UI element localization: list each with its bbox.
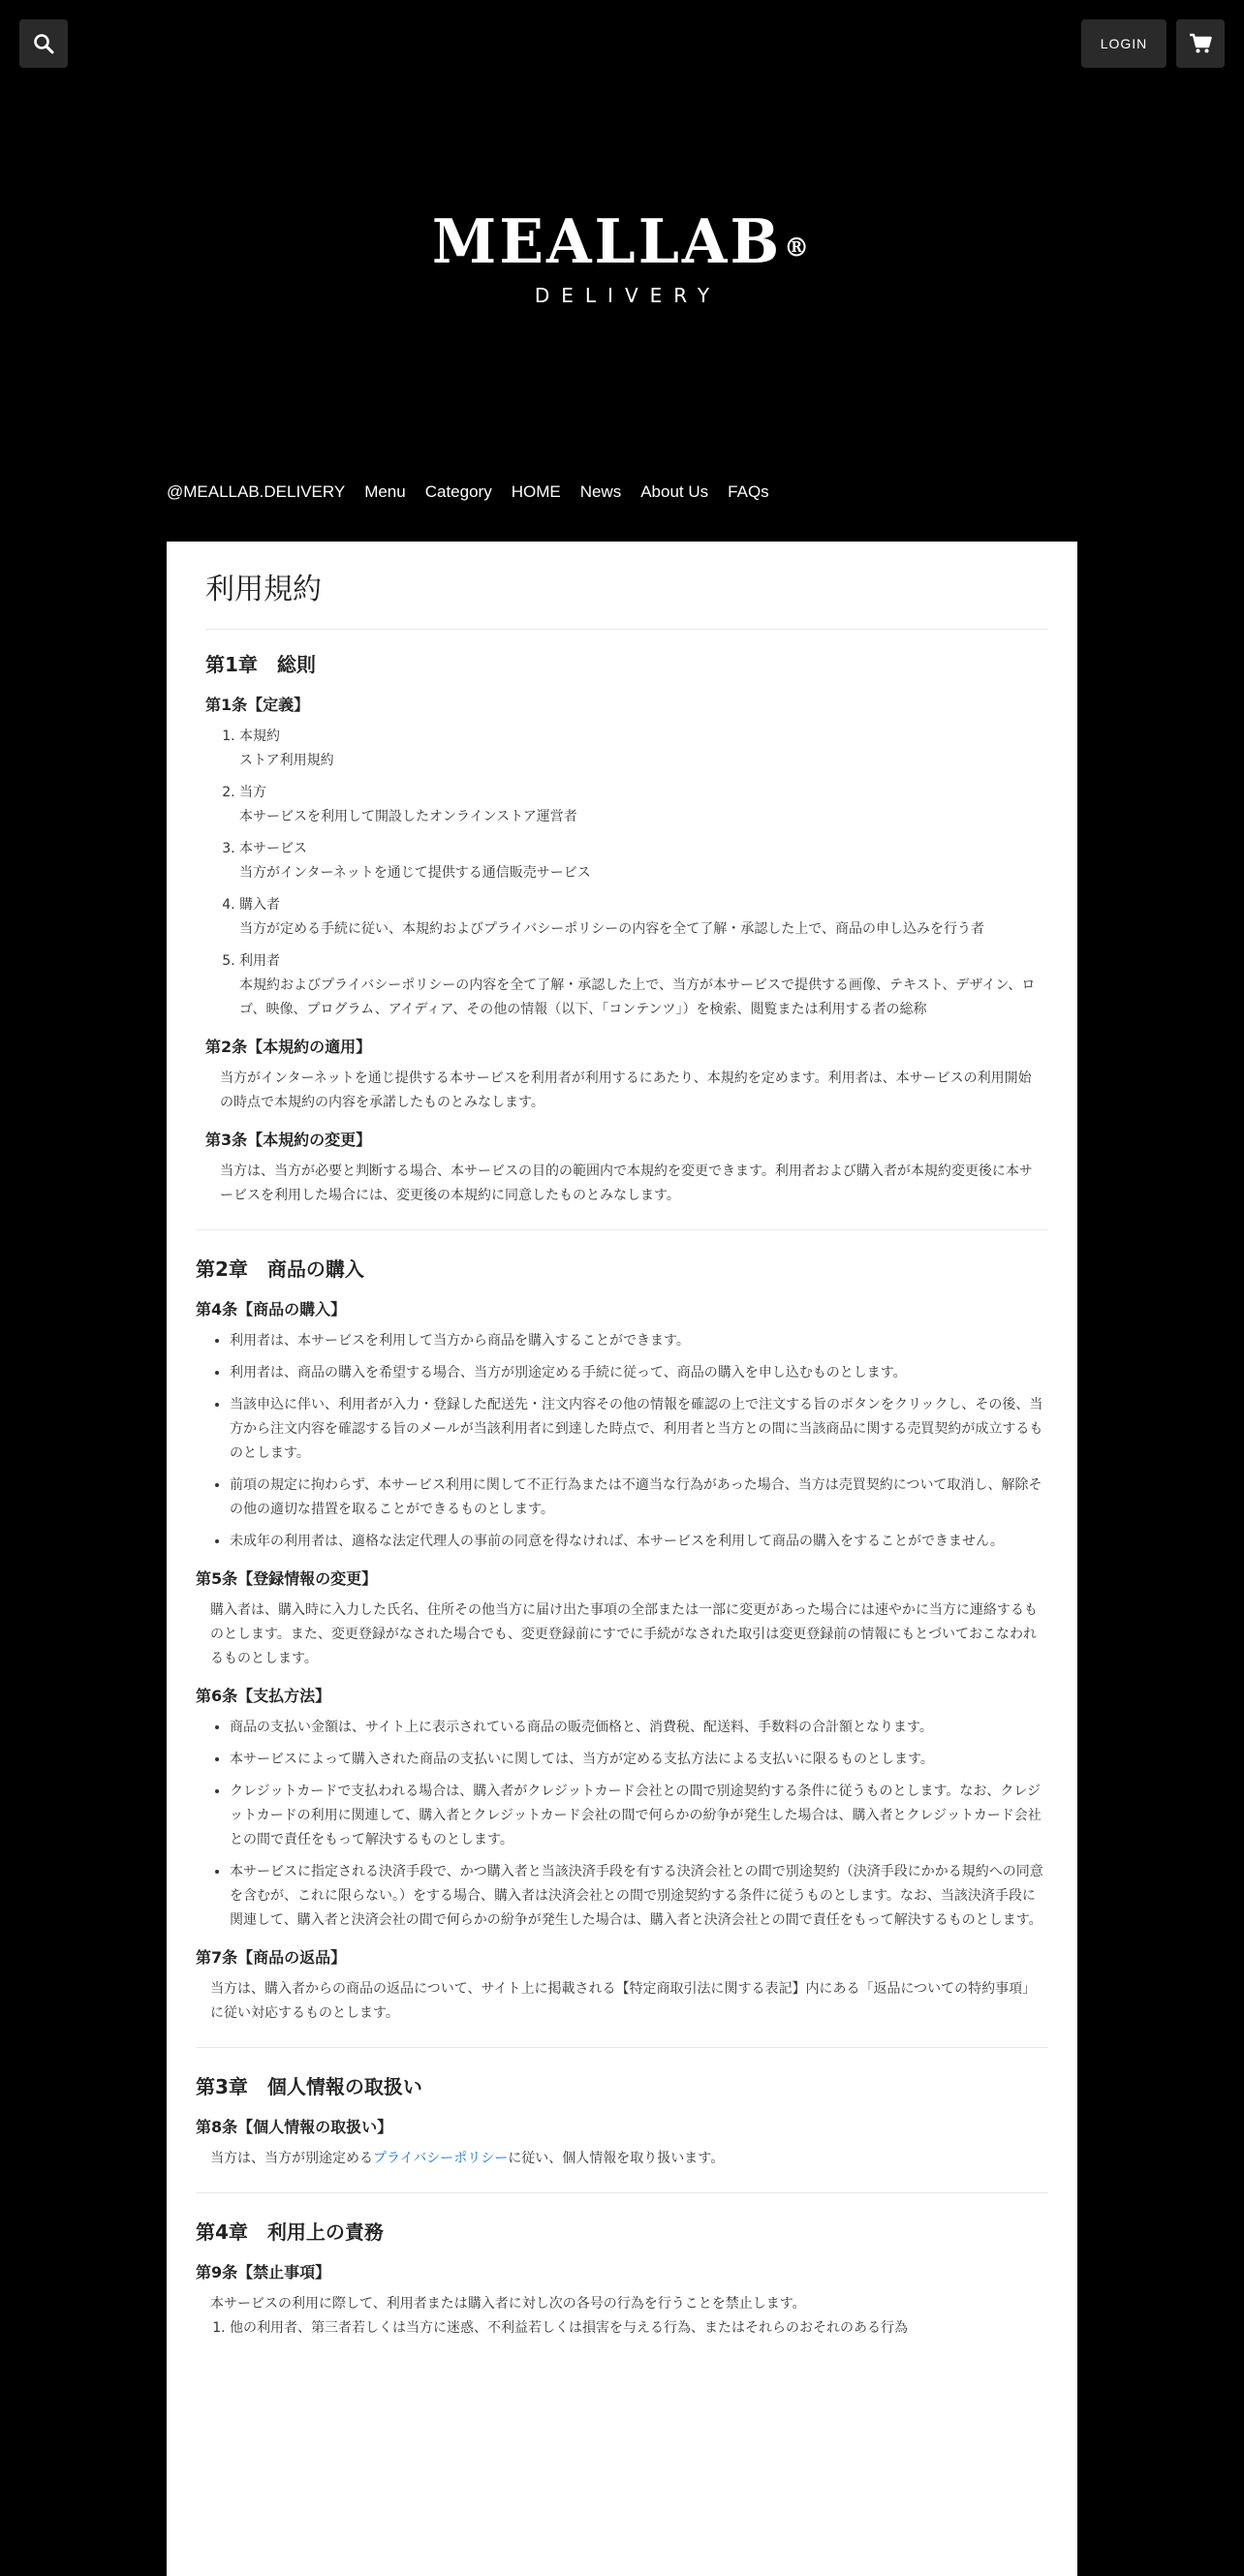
page-title: 利用規約 (205, 571, 1048, 630)
list-item: • 利用者は、商品の購入を希望する場合、当方が別途定める手続に従って、商品の購入を申し込むものとします。 (230, 1361, 1048, 1385)
terms-content (167, 542, 1077, 2576)
chapter-title: 第4章 利用上の責務 (196, 2220, 384, 2244)
list-item: 5. 利用者 本規約およびプライバシーポリシーの内容を全て了解・承認した上で、当方が本サービスで提供する画像、テキスト、デザイン、ロゴ、映像、プログラム、アイディア、その他の情報（以下、「コンテンツ」）を検索、閲覧または利用する者の総称 (239, 949, 1039, 1022)
nav-item-menu[interactable]: Menu (364, 482, 406, 501)
nav-item-home[interactable]: HOME (511, 482, 561, 501)
logo-subtitle: DELIVERY (534, 284, 722, 307)
article-text: 当方は、購入者からの商品の返品について、サイト上に掲載される【特定商取引法に関する表記】内にある「返品についての特約事項」に従い対応するものとします。 (210, 1981, 1037, 2021)
list-item: 2. 当方 本サービスを利用して開設したオンラインストア運営者 (239, 781, 1039, 829)
article-title: 第1条【定義】 (205, 696, 310, 714)
article-text: 当方は、当方が必要と判断する場合、本サービスの目的の範囲内で本規約を変更できます。利用者および購入者が本規約変更後に本サービスを利用した場合には、変更後の本規約に同意したものとみなします。 (220, 1164, 1033, 1203)
search-icon (33, 33, 54, 54)
chapter-1 (196, 651, 1048, 1230)
main-nav (167, 482, 769, 502)
nav-item-faqs[interactable]: FAQs (728, 482, 769, 501)
chapter-title: 第1章 総則 (205, 653, 316, 676)
prohibited-acts-list (196, 2316, 1048, 2341)
list-item: • クレジットカードで支払われる場合は、購入者がクレジットカード会社との間で別途契約する条件に従うものとします。なお、クレジットカードの利用に関連して、購入者とクレジットカード会社の間で何らかの紛争が発生した場合は、購入者とクレジットカード会社との間で責任をもって解決するものとします。 (230, 1780, 1048, 1852)
cart-button[interactable] (1176, 19, 1225, 68)
list-item: • 未成年の利用者は、適格な法定代理人の事前の同意を得なければ、本サービスを利用して商品の購入をすることができません。 (230, 1530, 1048, 1554)
article-list (196, 1329, 1048, 1554)
login-button[interactable]: LOGIN (1081, 19, 1166, 68)
brand-logo[interactable] (0, 208, 1244, 307)
list-item: • 前項の規定に拘わらず、本サービス利用に関して不正行為または不適当な行為があった場合、当方は売買契約について取消し、解除その他の適切な措置を取ることができるものとします。 (230, 1474, 1048, 1522)
article-text: 本サービスの利用に際して、利用者または購入者に対し次の各号の行為を行うことを禁止します。 (210, 2296, 806, 2312)
chapter-title: 第2章 商品の購入 (196, 1257, 364, 1281)
privacy-policy-link[interactable]: プライバシーポリシー (373, 2151, 509, 2166)
chapter-3 (196, 2073, 1048, 2193)
list-item: 4. 購入者 当方が定める手続に従い、本規約およびプライバシーポリシーの内容を全て了解・承認した上で、商品の申し込みを行う者 (239, 893, 1039, 942)
list-item: 3. 本サービス 当方がインターネットを通じて提供する通信販売サービス (239, 837, 1039, 885)
article-title: 第4条【商品の購入】 (196, 1300, 347, 1319)
nav-item-about-us[interactable]: About Us (640, 482, 709, 501)
list-item: • 当該申込に伴い、利用者が入力・登録した配送先・注文内容その他の情報を確認の上で注文する旨のボタンをクリックし、その後、当方から注文内容を確認する旨のメールが当該利用者に到達した時点で、利用者と当方との間に当該商品に関する売買契約が成立するものとします。 (230, 1393, 1048, 1466)
article-title: 第3条【本規約の変更】 (205, 1131, 372, 1149)
list-item: 1. 本規約 ストア利用規約 (239, 725, 1039, 773)
list-item: • 利用者は、本サービスを利用して当方から商品を購入することができます。 (230, 1329, 1048, 1353)
search-button[interactable] (19, 19, 68, 68)
list-item: • 本サービスに指定される決済手段で、かつ購入者と当該決済手段を有する決済会社との間で別途契約（決済手段にかかる規約への同意を含むが、これに限らない。）をする場合、購入者は決済会社との間で別途契約する条件に従うものとします。なお、当該決済手段に関連して、購入者と決済会社の間で何らかの紛争が発生した場合は、購入者と決済会社との間で責任をもって解決するものとします。 (230, 1860, 1048, 1933)
chapter-4 (196, 2219, 1048, 2350)
nav-item-category[interactable]: Category (424, 482, 492, 501)
cart-icon (1189, 33, 1212, 54)
nav-item-instagram[interactable]: @MEALLAB.DELIVERY (167, 482, 346, 501)
article-list (196, 1716, 1048, 1933)
article-title: 第5条【登録情報の変更】 (196, 1569, 378, 1588)
list-item: • 本サービスによって購入された商品の支払いに関しては、当方が定める支払方法による支払いに限るものとします。 (230, 1748, 1048, 1772)
article-title: 第8条【個人情報の取扱い】 (196, 2118, 393, 2136)
logo-wordmark: MEALLAB® (431, 206, 813, 278)
article-title: 第6条【支払方法】 (196, 1687, 331, 1705)
definitions-list (205, 725, 1039, 1022)
article-text: 当方がインターネットを通じ提供する本サービスを利用者が利用するにあたり、本規約を定めます。利用者は、本サービスの利用開始の時点で本規約の内容を承諾したものとみなします。 (220, 1071, 1032, 1110)
registered-mark: ® (784, 233, 813, 264)
article-text: 購入者は、購入時に入力した氏名、住所その他当方に届け出た事項の全部または一部に変更があった場合には速やかに当方に連絡するものとします。また、変更登録がなされた場合でも、変更登録前にすでに手続がなされた取引は変更登録前の情報にもとづいておこなわれるものとします。 (210, 1602, 1038, 1666)
article-text: 当方は、当方が別途定めるプライバシーポリシーに従い、個人情報を取り扱います。 (210, 2151, 725, 2166)
article-title: 第2条【本規約の適用】 (205, 1038, 372, 1056)
list-item: 1. 他の利用者、第三者若しくは当方に迷惑、不利益若しくは損害を与える行為、またはそれらのおそれのある行為 (230, 2316, 1048, 2341)
chapter-2 (196, 1256, 1048, 2048)
list-item: • 商品の支払い金額は、サイト上に表示されている商品の販売価格と、消費税、配送料、手数料の合計額となります。 (230, 1716, 1048, 1740)
article-title: 第7条【商品の返品】 (196, 1948, 347, 1967)
article-title: 第9条【禁止事項】 (196, 2263, 331, 2281)
chapter-title: 第3章 個人情報の取扱い (196, 2075, 422, 2098)
nav-item-news[interactable]: News (579, 482, 622, 501)
